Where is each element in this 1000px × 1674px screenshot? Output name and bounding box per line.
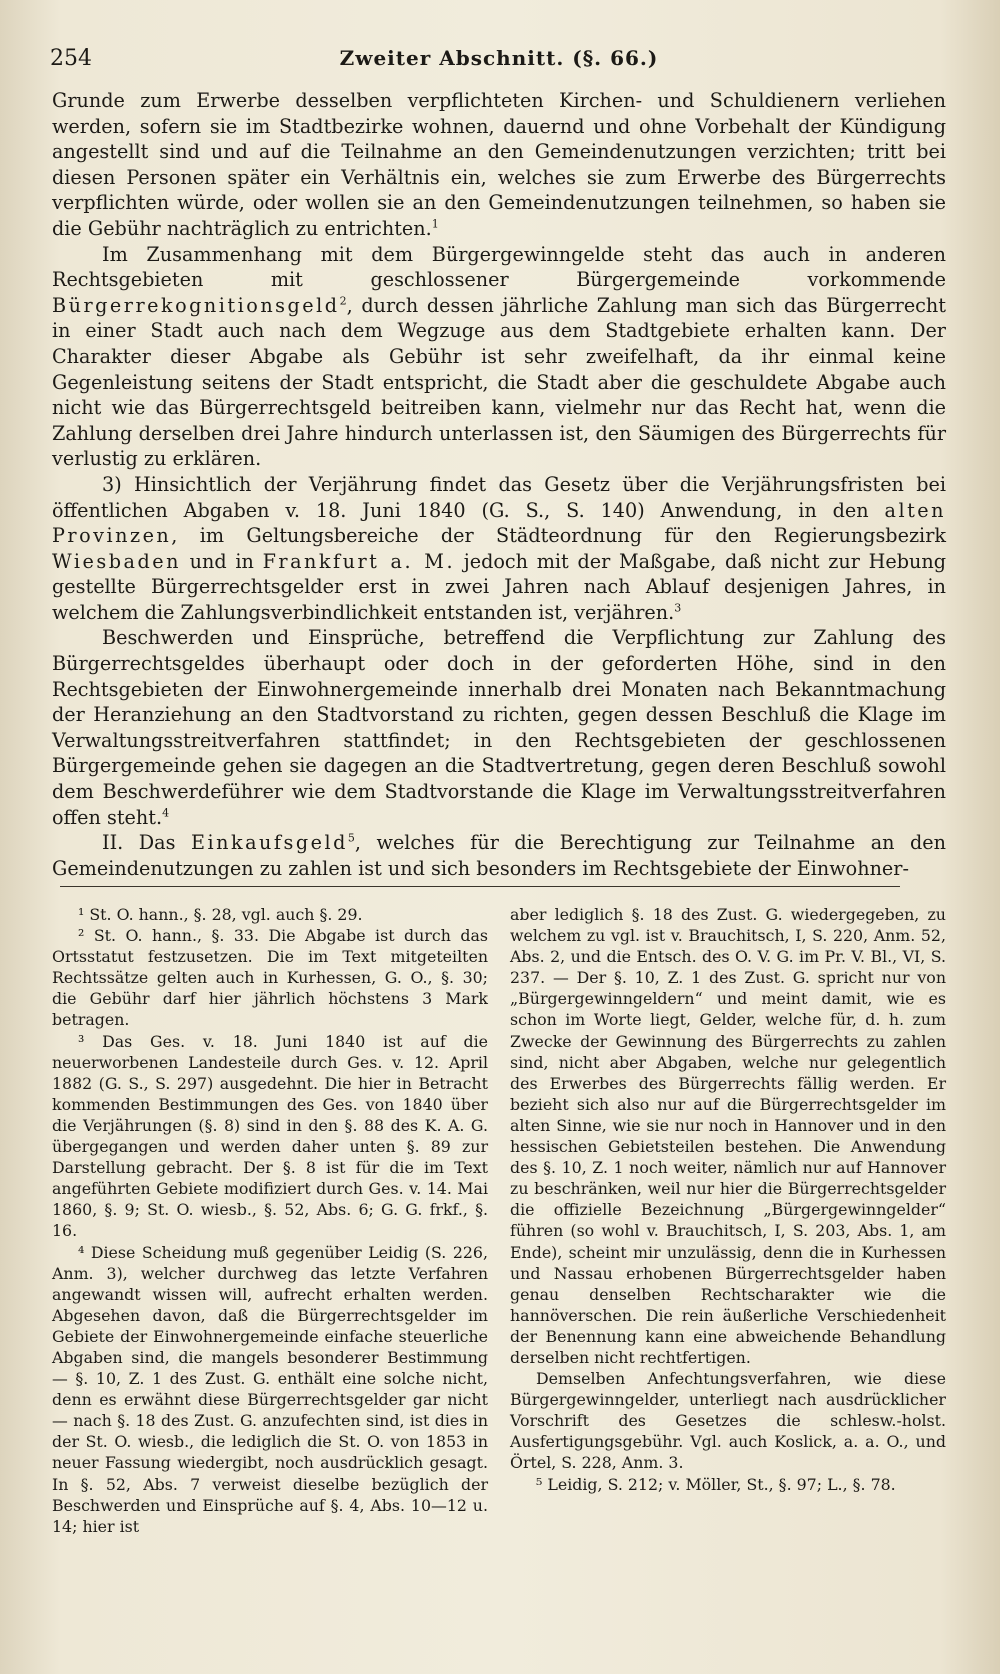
term-frankfurt: Frankfurt a. M. (262, 549, 456, 573)
paragraph-4-text: Beschwerden und Einsprüche, betreffend die Verpflichtung zur Zahlung des Bürgerrechtsgeldes überhaupt oder doch in der geforderten Höhe, sind in den Rechtsgebieten der Einwohnergemeinde innerhalb drei Monaten nach Bekanntmachung der Heranziehung an den Stadtvorstand zu richten, gegen dessen Beschluß die Klage im Verwaltungsstreitverfahren stattfindet; in den Rechtsgebieten der geschlossenen Bürgergemeinde gehen sie dagegen an die Stadtvertretung, gegen deren Beschluß sowohl dem Beschwerdeführer wie dem Stadtvorstande die Klage im Verwaltungsstreitverfahren offen steht. (52, 626, 946, 829)
paragraph-5-text: II. Das (102, 831, 176, 855)
footnote-5: ⁵ Leidig, S. 212; v. Möller, St., §. 97; L., §. 78. (536, 1474, 896, 1494)
term-buergerrekognitionsgeld: Bürgerrekognitionsgeld (52, 293, 340, 317)
footnote-3: ³ Das Ges. v. 18. Juni 1840 ist auf die neuerworbenen Landesteile durch Ges. v. 12. April 1882 (G. S., S. 297) ausgedehnt. Die hier in Betracht kommenden Bestimmungen des Ges. von 1840 über die Verjährungen (§. 8) sind in den §. 88 des K. A. G. übergegangen und werden daher unten §. 89 zur Darstellung gebracht. Der §. 8 ist für die im Text angeführten Gebiete modifiziert durch Ges. v. 14. Mai 1860, §. 9; St. O. wiesb., §. 52, Abs. 6; G. G. frkf., §. 16. (52, 1031, 488, 1241)
paragraph-3-text: 3) Hinsichtlich der Verjährung findet das Gesetz über die Verjährungsfristen bei öffentlichen Abgaben v. 18. Juni 1840 (G. S., S. 140) Anwendung, in den (52, 472, 946, 522)
term-wiesbaden: Wiesbaden (52, 549, 181, 573)
main-text (52, 88, 946, 881)
footnote-4: ⁴ Diese Scheidung muß gegenüber Leidig (S. 226, Anm. 3), welcher durchweg das letzte Verfahren angewandt wissen will, aufrecht erhalten werden. Abgesehen davon, daß die Bürgerrechtsgelder im Gebiete der Einwohnergemeinde einfache steuerliche Abgaben sind, die mangels besonderer Bestimmung — §. 10, Z. 1 des Zust. G. enthält eine solche nicht, denn es erwähnt diese Bürgerrechtsgelder gar nicht — nach §. 18 des Zust. G. anzufechten sind, ist dies in der St. O. wiesb., die lediglich die St. O. von 1853 in neuer Fassung wiedergibt, noch ausdrücklich gesagt. In §. 52, Abs. 7 verweist dieselbe bezüglich der Beschwerden und Einsprüche auf §. 4, Abs. 10—12 u. 14; hier ist (52, 1242, 488, 1536)
term-alte-provinzen: alten Provinzen (52, 498, 946, 548)
footnotes-left-column (52, 904, 488, 1537)
running-head: Zweiter Abschnitt. (§. 66.) (339, 46, 659, 70)
paragraph-2-text: Im Zusammenhang mit dem Bürgergewinngelde steht das auch in anderen Rechtsgebieten mit geschlossener Bürgergemeinde vorkommende (52, 242, 946, 292)
footnotes-right-column (510, 904, 946, 1537)
footnote-ref-5: 5 (347, 831, 355, 845)
page-header (46, 38, 952, 78)
paragraph-3 (52, 472, 946, 626)
footnote-1: ¹ St. O. hann., §. 28, vgl. auch §. 29. (78, 905, 363, 924)
footnote-ref-2: 2 (339, 294, 347, 308)
footnote-ref-3: 3 (674, 601, 682, 615)
footnote-divider (60, 886, 900, 887)
paragraph-3-text-b: , im Geltungsbereiche der Städteordnung für den Regierungsbezirk (171, 524, 946, 548)
paragraph-3-text-c: und in (189, 549, 254, 573)
footnote-2: ² St. O. hann., §. 33. Die Abgabe ist durch das Ortsstatut festzusetzen. Die im Text mitgeteilten Rechtssätze gelten auch in Kurhessen, G. O., §. 30; die Gebühr darf hier jährlich höchstens 3 Mark betragen. (52, 926, 488, 1030)
paragraph-2-text-cont: , durch dessen jährliche Zahlung man sich das Bürgerrecht in einer Stadt auch nach dem Wegzuge aus dem Stadtgebiete erhalten kann. Der Charakter dieser Abgabe als Gebühr ist sehr zweifelhaft, da ihr einmal keine Gegenleistung seitens der Stadt entspricht, die Stadt aber die geschuldete Abgabe auch nicht wie das Bürgerrechtsgeld beitreiben kann, vielmehr nur das Recht hat, wenn die Zahlung derselben drei Jahre hindurch unterlassen ist, den Säumigen des Bürgerrechts für verlustig zu erklären. (52, 293, 946, 471)
paragraph-5-text-cont: , welches für die Berechtigung zur Teilnahme an den Gemeindenutzungen zu zahlen ist und sich besonders im Rechtsgebiete der Einwohner- (52, 831, 946, 880)
paragraph-4 (52, 625, 946, 830)
footnotes (52, 904, 946, 1537)
footnote-4-continued-2: Demselben Anfechtungsverfahren, wie diese Bürgergewinngelder, unterliegt nach ausdrücklicher Vorschrift des Gesetzes die schlesw.-holst. Ausfertigungsgebühr. Vgl. auch Koslick, a. a. O., und Örtel, S. 228, Anm. 3. (510, 1369, 946, 1473)
paragraph-3-text-d: jedoch mit der Maßgabe, daß nicht zur Hebung gestellte Bürgerrechtsgelder erst in zwei Jahren nach Ablauf desjenigen Jahres, in welchem die Zahlungsverbindlichkeit entstanden ist, verjähren. (52, 549, 947, 624)
paragraph-1 (52, 88, 946, 242)
page-number: 254 (50, 46, 92, 71)
footnote-ref-1: 1 (431, 217, 439, 231)
paragraph-1-text: Grunde zum Erwerbe desselben verpflichteten Kirchen- und Schuldienern verliehen werden, sofern sie im Stadtbezirke wohnen, dauernd und ohne Vorbehalt der Kündigung angestellt sind und auf die Teilnahme an den Gemeindenutzungen verzichten; tritt bei diesen Personen später ein Verhältnis ein, welches sie zum Erwerbe des Bürgerrechts verpflichten würde, oder wollen sie an den Gemeindenutzungen teilnehmen, so haben sie die Gebühr nachträglich zu entrichten. (52, 89, 946, 240)
term-einkaufsgeld: Einkaufsgeld (190, 831, 348, 855)
footnote-ref-4: 4 (162, 806, 170, 820)
paragraph-2 (52, 242, 946, 472)
paragraph-5 (52, 830, 946, 881)
footnote-4-continued: aber lediglich §. 18 des Zust. G. wiedergegeben, zu welchem zu vgl. ist v. Brauchitsch, I, S. 220, Anm. 52, Abs. 2, und die Entsch. des O. V. G. im Pr. V. Bl., VI, S. 237. — Der §. 10, Z. 1 des Zust. G. spricht nur von „Bürgergewinngeldern“ und meint damit, wie es schon im Worte liegt, Gelder, welche für, d. h. zum Zwecke der Gewinnung des Bürgerrechts zu zahlen sind, nicht aber Abgaben, welche nur gelegentlich des Erwerbes des Bürgerrechts fällig werden. Er bezieht sich also nur auf die Bürgerrechtsgelder im alten Sinne, wie sie nur noch in Hannover und in den hessischen Gebietsteilen bestehen. Die Anwendung des §. 10, Z. 1 noch weiter, nämlich nur auf Hannover zu beschränken, weil nur hier die Bürgerrechtsgelder die offizielle Bezeichnung „Bürgergewinngelder“ führen (so wohl v. Brauchitsch, I, S. 203, Abs. 1, am Ende), scheint mir unzulässig, denn die in Kurhessen und Nassau erhobenen Bürgerrechtsgelder haben genau denselben Rechtscharakter wie die hannöverschen. Die rein äußerliche Verschiedenheit der Benennung kann eine abweichende Behandlung derselben nicht rechtfertigen. (510, 905, 946, 1367)
